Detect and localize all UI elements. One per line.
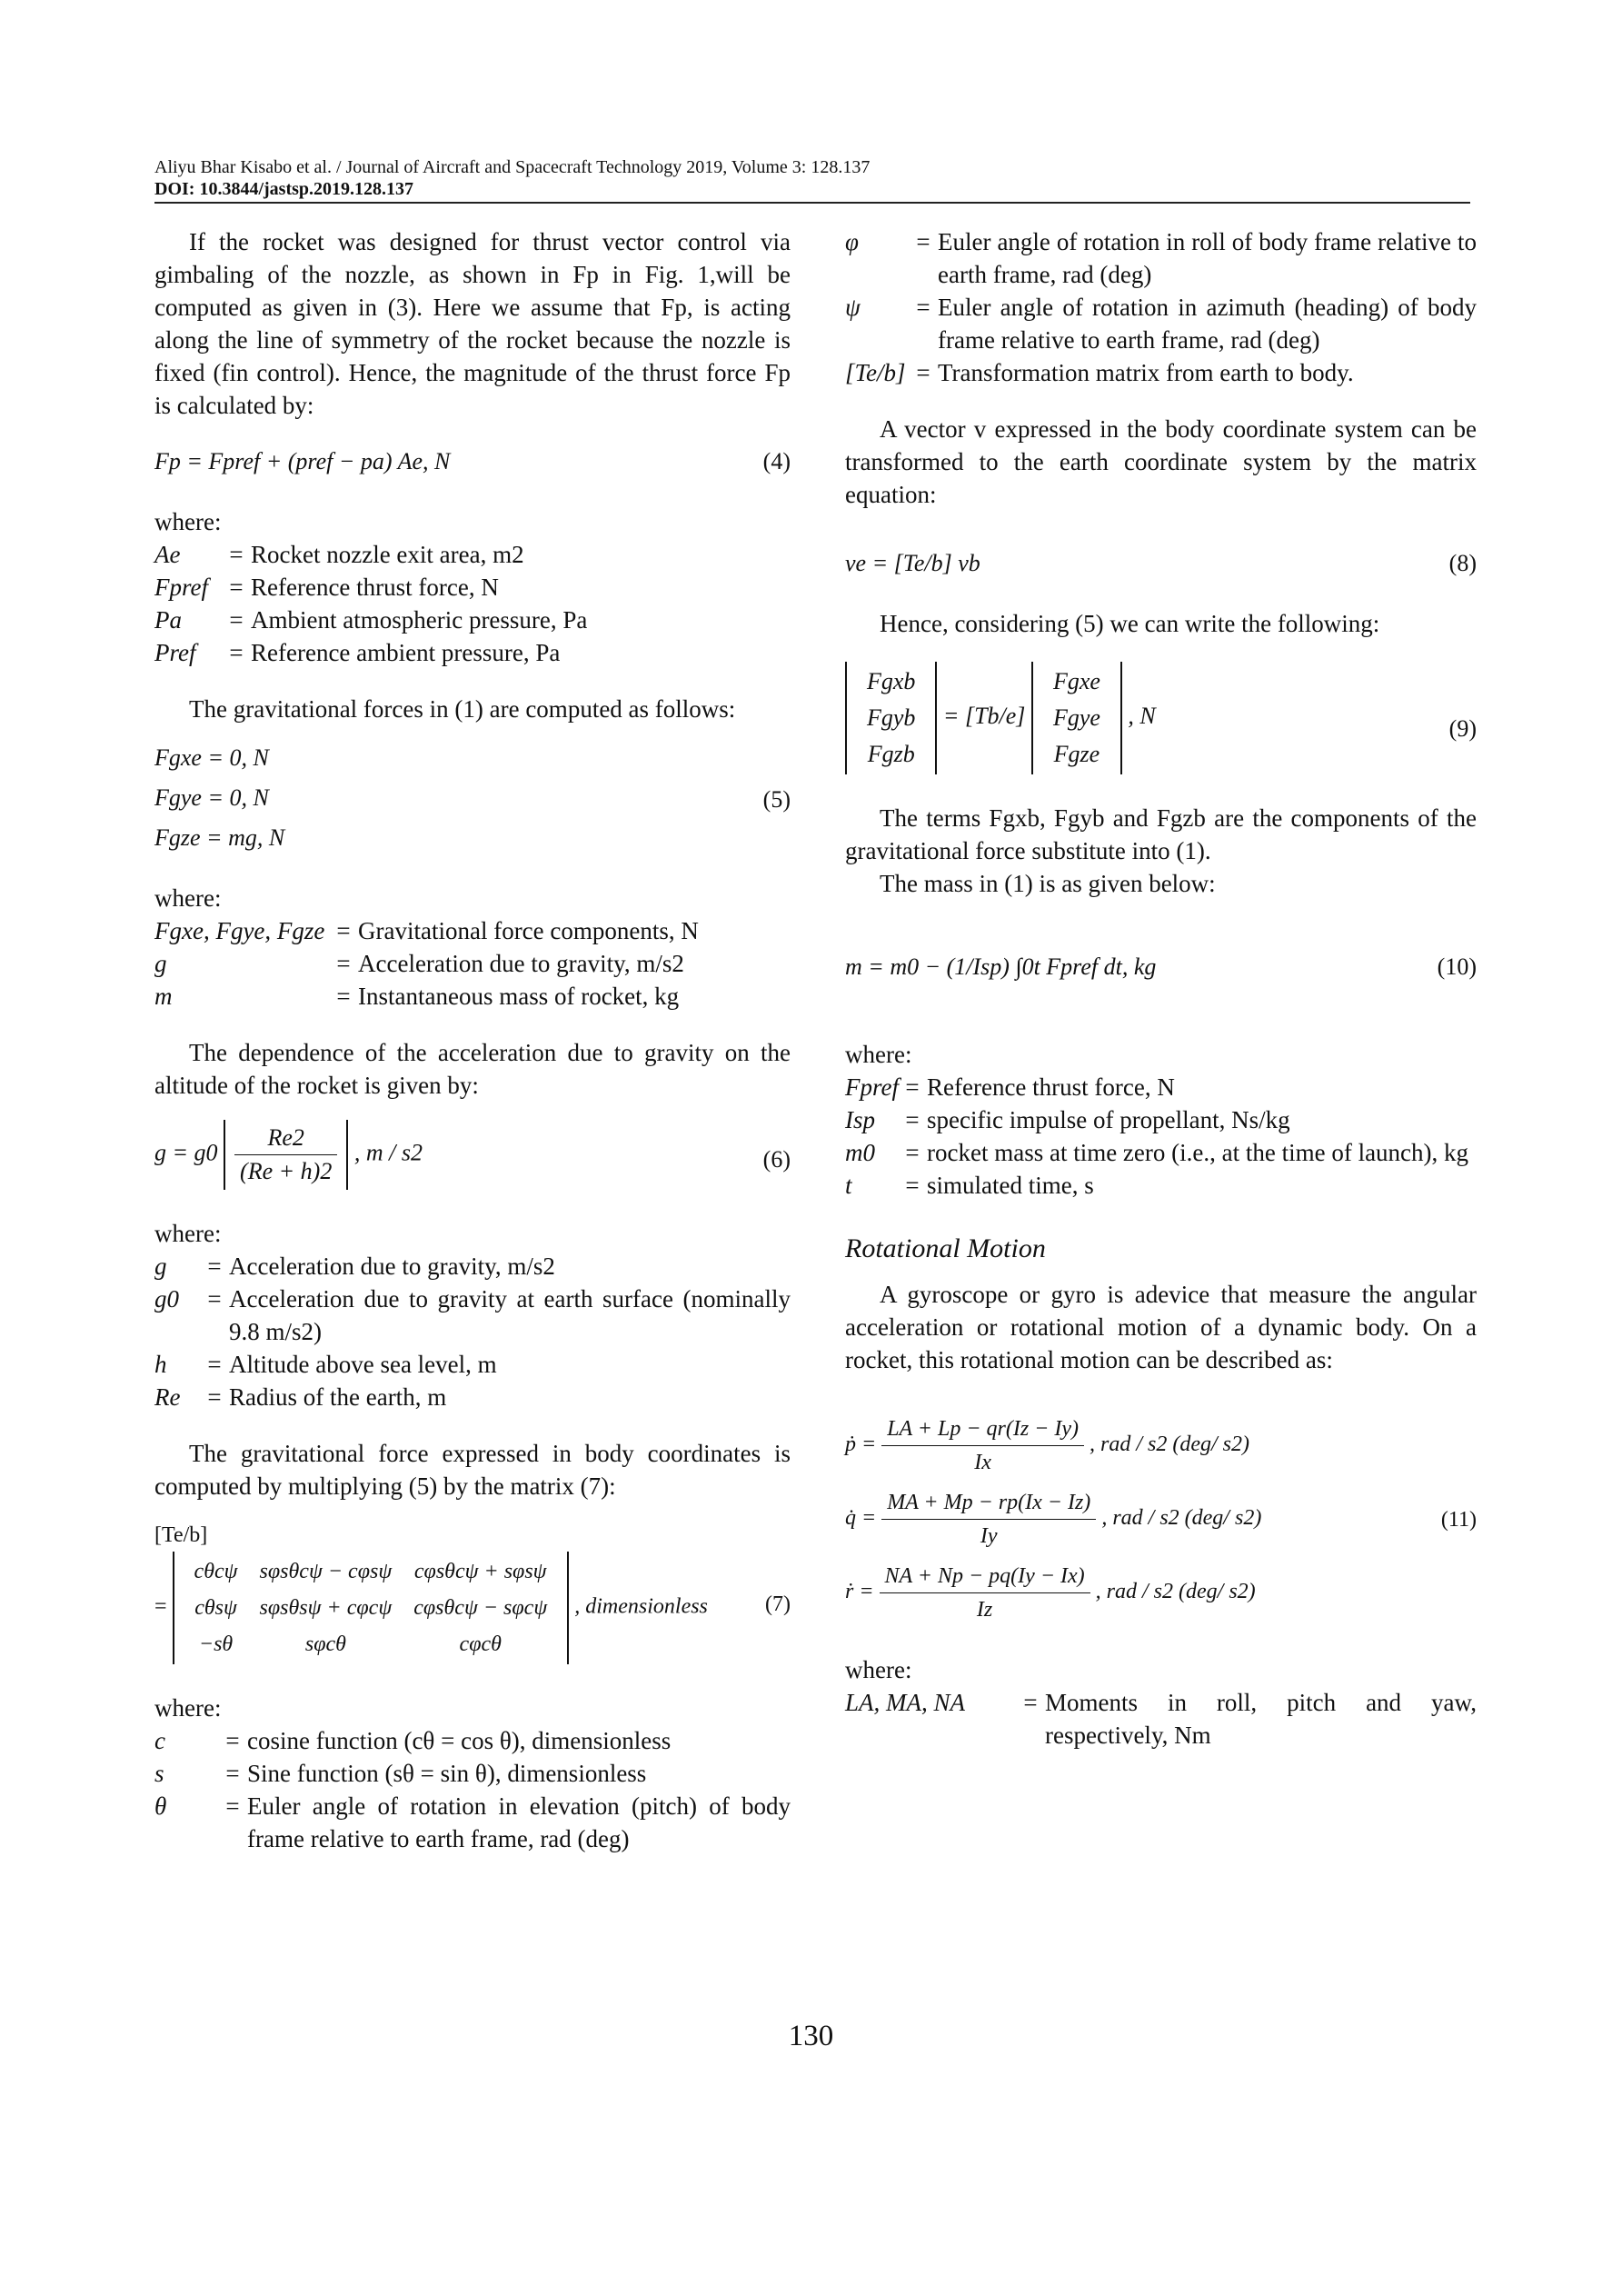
def-symbol: Fgxe, Fgye, Fgze — [154, 917, 325, 944]
equation-line: Fgze = mg, N — [154, 824, 285, 851]
equation-line: Fgxe = 0, N — [154, 744, 269, 771]
def-symbol: c — [154, 1727, 165, 1754]
equation-fraction — [234, 1122, 337, 1188]
definition-list — [154, 1250, 791, 1413]
equation-5 — [154, 742, 791, 854]
definition: Fpref = Reference thrust force, N — [154, 571, 791, 604]
paragraph: The gravitational forces in (1) are computed as follows: — [189, 695, 736, 723]
vector-cell: Fgyb — [867, 704, 916, 731]
def-symbol: Fpref — [154, 574, 208, 601]
definition-list — [845, 1686, 1477, 1752]
matrix-cell: −sθ — [198, 1632, 234, 1656]
paragraph: The mass in (1) is as given below: — [880, 870, 1216, 897]
def-symbol: Isp — [845, 1106, 875, 1133]
definition-list — [845, 225, 1477, 389]
equation-bracket — [224, 1120, 348, 1190]
equation-number: (5) — [762, 786, 791, 813]
def-symbol: Pref — [154, 639, 196, 666]
def-text: Reference ambient pressure, Pa — [251, 639, 561, 666]
def-text: Rocket nozzle exit area, m2 — [251, 541, 524, 568]
equation-number: (4) — [762, 448, 791, 474]
equation-unit: , rad / s2 (deg/ s2) — [1090, 1433, 1250, 1457]
vector-left — [845, 662, 937, 774]
matrix-cell: cφsθcψ + sφsψ — [413, 1560, 547, 1583]
definition: s = Sine function (sθ = sin θ), dimensionless — [154, 1757, 791, 1790]
definition-list — [154, 1724, 791, 1855]
fraction-numerator: NA + Np − pq(Iy − Ix) — [880, 1560, 1090, 1593]
def-text: Radius of the earth, m — [229, 1383, 447, 1411]
def-symbol: Fpref — [845, 1073, 899, 1101]
equation-lhs: ṙ = — [845, 1580, 874, 1604]
definition: Fpref = Reference thrust force, N — [845, 1071, 1477, 1103]
equation-operator: = [Tb/e] — [942, 702, 1026, 729]
def-text: Moments in roll, pitch and yaw, respectively, Nm — [1045, 1689, 1477, 1749]
def-symbol: s — [154, 1760, 164, 1787]
equation-11 — [845, 1413, 1477, 1626]
def-symbol: h — [154, 1351, 167, 1378]
def-symbol: Pa — [154, 606, 182, 634]
equation-line — [845, 1560, 1477, 1626]
def-symbol: m — [154, 983, 173, 1010]
equation-label: [Te/b] — [154, 1523, 208, 1547]
matrix-cell: sφsθsψ + cφcψ — [259, 1596, 393, 1620]
paragraph: A gyroscope or gyro is adevice that measure the angular acceleration or rotational motion of a dynamic body. On a rocket, this rotational motion can be described as: — [845, 1281, 1477, 1373]
definition: [Te/b] = Transformation matrix from earth to body. — [845, 356, 1477, 389]
definition: m0 = rocket mass at time zero (i.e., at the time of launch), kg — [845, 1136, 1477, 1169]
definition: Pref = Reference ambient pressure, Pa — [154, 636, 791, 669]
running-header — [154, 156, 870, 200]
definition-list — [845, 1071, 1477, 1202]
def-text: Acceleration due to gravity, m/s2 — [358, 950, 684, 977]
fraction-denominator: Iy — [980, 1524, 998, 1548]
equation-6 — [154, 1120, 791, 1190]
def-text: Reference thrust force, N — [927, 1073, 1175, 1101]
paragraph: The dependence of the acceleration due to gravity on the altitude of the rocket is given by: — [154, 1039, 791, 1099]
equation-unit: , rad / s2 (deg/ s2) — [1101, 1506, 1262, 1531]
def-text: Instantaneous mass of rocket, kg — [358, 983, 680, 1010]
paragraph: Hence, considering (5) we can write the following: — [880, 610, 1380, 637]
equation-number: (11) — [1440, 1508, 1477, 1532]
where-label: where: — [154, 1220, 222, 1247]
definition: g = Acceleration due to gravity, m/s2 — [154, 947, 791, 980]
equation-line: Fgye = 0, N — [154, 784, 269, 811]
def-text: Ambient atmospheric pressure, Pa — [251, 606, 588, 634]
equation-unit: , m / s2 — [353, 1139, 423, 1166]
def-symbol: t — [845, 1172, 852, 1199]
def-text: specific impulse of propellant, Ns/kg — [927, 1106, 1290, 1133]
paragraph: The terms Fgxb, Fgyb and Fgzb are the components of the gravitational force substitute into (1). — [845, 804, 1477, 864]
def-symbol: φ — [845, 228, 859, 255]
definition: φ = Euler angle of rotation in roll of body frame relative to earth frame, rad (deg) — [845, 225, 1477, 291]
definition: Re = Radius of the earth, m — [154, 1381, 791, 1413]
def-text: Reference thrust force, N — [251, 574, 499, 601]
equation-line — [845, 1413, 1477, 1479]
def-symbol: [Te/b] — [845, 359, 906, 386]
equation-unit: , rad / s2 (deg/ s2) — [1095, 1580, 1256, 1604]
equation-number: (7) — [765, 1592, 791, 1616]
vector-cell: Fgxb — [867, 668, 916, 694]
def-text: Euler angle of rotation in roll of body frame relative to earth frame, rad (deg) — [938, 228, 1477, 288]
equation-10 — [845, 951, 1477, 983]
where-label: where: — [154, 508, 222, 535]
paragraph: A vector v expressed in the body coordinate system can be transformed to the earth coordinate system by the matrix equation: — [845, 415, 1477, 508]
def-symbol: θ — [154, 1792, 167, 1820]
def-text: Acceleration due to gravity, m/s2 — [229, 1253, 555, 1280]
def-symbol: m0 — [845, 1139, 875, 1166]
vector-right — [1031, 662, 1122, 774]
definition: Fgxe, Fgye, Fgze = Gravitational force components, N — [154, 914, 791, 947]
def-symbol: Ae — [154, 541, 181, 568]
def-text: Euler angle of rotation in azimuth (heading) of body frame relative to earth frame, rad (deg) — [938, 294, 1477, 354]
def-symbol: g — [154, 1253, 167, 1280]
equation-7: [Te/b] = cθcψ sφsθcψ − cφsψ cφsθcψ + sφsψ cθsψ sφsθsψ + cφcψ cφsθcψ − sφcψ −sθ sφcθ cφcθ , dimensionless (7) — [154, 1519, 791, 1664]
def-text: Gravitational force components, N — [358, 917, 699, 944]
equation-number: (8) — [1448, 550, 1477, 576]
definition: g = Acceleration due to gravity, m/s2 — [154, 1250, 791, 1283]
def-text: Euler angle of rotation in elevation (pitch) of body frame relative to earth frame, rad (deg) — [247, 1792, 791, 1852]
fraction-denominator: (Re + h)2 — [240, 1158, 333, 1184]
definition: t = simulated time, s — [845, 1169, 1477, 1202]
matrix — [173, 1552, 570, 1664]
def-text: Transformation matrix from earth to body. — [938, 359, 1354, 386]
matrix-cell: cθcψ — [194, 1560, 238, 1583]
def-text: Sine function (sθ = sin θ), dimensionless — [247, 1760, 647, 1787]
equation-body: ve = [Te/b] vb — [845, 550, 980, 576]
where-label: where: — [845, 1041, 912, 1068]
left-column — [154, 225, 791, 1855]
def-symbol: g0 — [154, 1285, 179, 1313]
def-symbol: g — [154, 950, 167, 977]
def-text: simulated time, s — [927, 1172, 1094, 1199]
header-citation: Aliyu Bhar Kisabo et al. / Journal of Aircraft and Spacecraft Technology 2019, Volume 3: 128.137 — [154, 157, 871, 177]
def-symbol: ψ — [845, 294, 861, 321]
definition: Pa = Ambient atmospheric pressure, Pa — [154, 604, 791, 636]
vector-cell: Fgxe — [1052, 668, 1100, 694]
fraction-denominator: Ix — [974, 1451, 991, 1474]
def-text: cosine function (cθ = cos θ), dimensionless — [247, 1727, 672, 1754]
equation-unit: , dimensionless — [574, 1594, 708, 1619]
fraction-numerator: Re2 — [234, 1122, 337, 1155]
matrix-cell: cθsψ — [194, 1596, 237, 1620]
definition: h = Altitude above sea level, m — [154, 1348, 791, 1381]
paragraph: The gravitational force expressed in body coordinates is computed by multiplying (5) by the matrix (7): — [154, 1440, 791, 1500]
equation-4 — [154, 445, 791, 478]
page-number: 130 — [788, 2020, 834, 2052]
header-doi: DOI: 10.3844/jastsp.2019.128.137 — [154, 179, 414, 199]
definition: c = cosine function (cθ = cos θ), dimensionless — [154, 1724, 791, 1757]
where-label: where: — [154, 1694, 222, 1722]
definition: Isp = specific impulse of propellant, Ns/kg — [845, 1103, 1477, 1136]
definition: θ = Euler angle of rotation in elevation (pitch) of body frame relative to earth frame, rad (deg) — [154, 1790, 791, 1855]
vector-cell: Fgze — [1053, 741, 1100, 767]
definition: Ae = Rocket nozzle exit area, m2 — [154, 538, 791, 571]
equation-number: (9) — [1448, 715, 1477, 742]
equation-fraction — [881, 1413, 1084, 1479]
equation-lhs: q̇ = — [845, 1506, 877, 1531]
header-rule — [154, 202, 1470, 204]
equation-unit: , N — [1128, 702, 1156, 729]
equation-body: Fp = Fpref + (pref − pa) Ae, N — [154, 448, 451, 474]
equation-line — [845, 1486, 1477, 1552]
equation-fraction — [880, 1560, 1090, 1626]
equation-body: m = m0 − (1/Isp) ∫0t Fpref dt, kg — [845, 953, 1157, 980]
fraction-denominator: Iz — [976, 1598, 993, 1622]
def-text: Altitude above sea level, m — [229, 1351, 497, 1378]
equation-9 — [845, 662, 1477, 774]
equation-fraction — [881, 1486, 1096, 1552]
definition-list — [154, 538, 791, 669]
section-heading: Rotational Motion — [845, 1233, 1046, 1263]
definition: ψ = Euler angle of rotation in azimuth (heading) of body frame relative to earth frame, rad (deg) — [845, 291, 1477, 356]
where-label: where: — [154, 884, 222, 912]
fraction-numerator: MA + Mp − rp(Ix − Iz) — [881, 1486, 1096, 1520]
def-text: Acceleration due to gravity at earth surface (nominally 9.8 m/s2) — [229, 1285, 791, 1345]
fraction-numerator: LA + Lp − qr(Iz − Iy) — [881, 1413, 1084, 1446]
paragraph: If the rocket was designed for thrust vector control via gimbaling of the nozzle, as shown in Fp in Fig. 1,will be computed as given in (3). Here we assume that Fp, is acting along the line of symmetry of the rocket because the nozzle is fixed (fin control). Hence, the magnitude of the thrust force Fp is calculated by: — [154, 228, 791, 419]
definition: g0 = Acceleration due to gravity at earth surface (nominally 9.8 m/s2) — [154, 1283, 791, 1348]
matrix-cell: cφcθ — [459, 1632, 502, 1656]
equation-lhs: g = g0 — [154, 1139, 218, 1166]
matrix-cell: sφsθcψ − cφsψ — [259, 1560, 393, 1583]
right-column — [845, 225, 1477, 1752]
equation-8 — [845, 547, 1477, 580]
definition-list — [154, 914, 791, 1013]
def-symbol: LA, MA, NA — [845, 1689, 965, 1716]
matrix-cell: sφcθ — [304, 1632, 346, 1656]
equation-number: (6) — [762, 1146, 791, 1173]
equation-number: (10) — [1437, 953, 1477, 980]
matrix-cell: cφsθcψ − sφcψ — [413, 1596, 548, 1620]
definition: m = Instantaneous mass of rocket, kg — [154, 980, 791, 1013]
vector-cell: Fgye — [1052, 704, 1100, 731]
vector-cell: Fgzb — [867, 741, 915, 767]
def-symbol: Re — [154, 1383, 181, 1411]
where-label: where: — [845, 1656, 912, 1683]
def-text: rocket mass at time zero (i.e., at the time of launch), kg — [927, 1139, 1469, 1166]
definition: LA, MA, NA = Moments in roll, pitch and yaw, respectively, Nm — [845, 1686, 1477, 1752]
equation-lhs: ṗ = — [845, 1433, 877, 1457]
